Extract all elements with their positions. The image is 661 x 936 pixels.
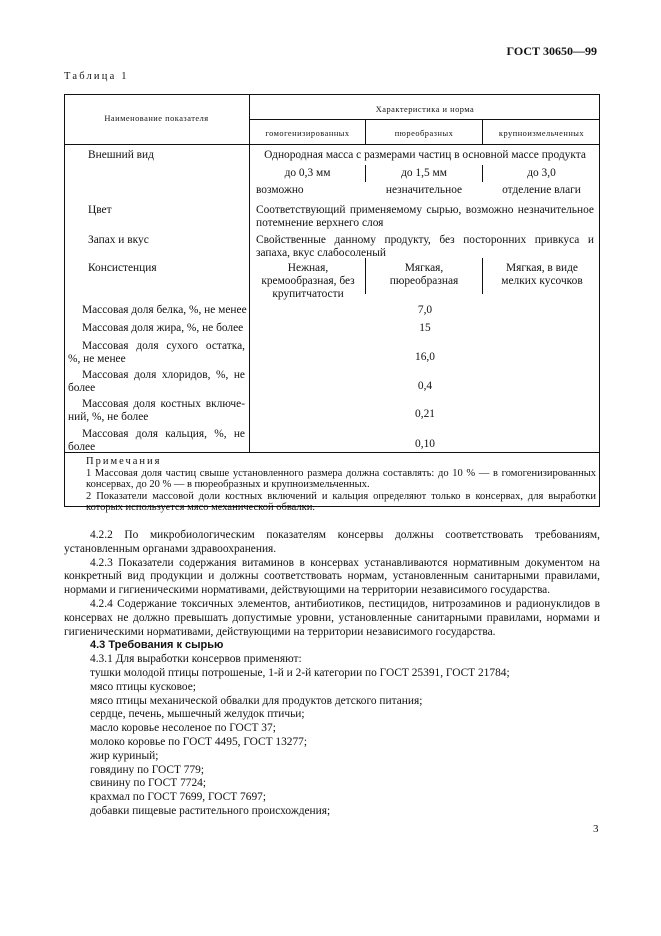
section-heading-4-3: 4.3 Требования к сырью <box>90 639 224 652</box>
list-item: масло коровье несоленое по ГОСТ 37; <box>90 722 276 735</box>
page-number: 3 <box>593 823 599 835</box>
requirements-table <box>64 94 600 513</box>
list-item: свинину по ГОСТ 7724; <box>90 777 207 790</box>
subheader-homogenized: гомогенизированных <box>265 129 350 138</box>
list-item: добавки пищевые растительного происхождения; <box>90 804 331 817</box>
note-2: 2 Показатели массовой доли костных включений и кальция определяют только в консервах, для выработки которых используется мясо механической обвалки. <box>86 490 596 513</box>
subheader-pureed: пюреобразных <box>394 129 454 138</box>
row-label-protein: Массовая доля белка, %, не менее <box>82 304 247 316</box>
row-label-smell: Запах и вкус <box>88 234 149 246</box>
protein-value: 7,0 <box>417 304 433 316</box>
list-item: тушки молодой птицы потрошеные, 1-й и 2-й категории по ГОСТ 25391, ГОСТ 21784; <box>90 666 510 679</box>
subheader-coarse: крупноизмельченных <box>498 129 585 138</box>
notes-divider <box>64 452 600 453</box>
paragraph-4-3-1: 4.3.1 Для выработки консервов применяют: <box>90 653 302 666</box>
list-item: жир куриный; <box>90 749 159 762</box>
consistency-homogenized: Нежная, кремообразная, без крупитчатости <box>261 262 355 300</box>
consistency-divider-2 <box>482 258 483 294</box>
paragraph-4-2-2: 4.2.2 По микробиологическим показателям консервы должны соответствовать требованиям, установленным органами здравоохранения. <box>64 529 600 555</box>
document-code: ГОСТ 30650—99 <box>506 44 597 58</box>
appearance-size-pureed: до 1,5 мм <box>401 167 447 179</box>
table-caption: Таблица 1 <box>64 71 129 82</box>
consistency-divider-1 <box>365 258 366 294</box>
table-border-left <box>64 94 65 507</box>
header-indicator: Наименование показателя <box>104 114 209 123</box>
table-notes <box>86 456 596 514</box>
column-divider <box>249 94 250 452</box>
appearance-extra-pureed: незначительное <box>385 184 463 196</box>
appearance-text: Однородная масса с размерами частиц в основной массе продукта <box>264 149 586 161</box>
consistency-pureed: Мягкая, пюреобразная <box>389 262 459 287</box>
row-label-calcium-2: более <box>68 441 96 453</box>
row-label-bone-2: ний, %, не более <box>68 411 149 423</box>
row-label-bone-1: Массовая доля костных включе- <box>82 398 245 410</box>
bone-value: 0,21 <box>415 408 435 420</box>
table-border-top <box>64 94 600 95</box>
fat-value: 15 <box>419 322 431 334</box>
row-label-consistency: Консистенция <box>88 262 157 274</box>
appearance-size-homogenized: до 0,3 мм <box>284 167 331 179</box>
header-bottom-line <box>64 144 600 145</box>
row-label-chloride-2: более <box>68 382 96 394</box>
list-item: сердце, печень, мышечный желудок птичьи; <box>90 708 305 721</box>
note-1: 1 Массовая доля частиц свыше установленного размера должна составлять: до 10 % — в гомогенизированных консервах, до 20 % — в пюреобразных и крупноизмельченных. <box>86 467 596 490</box>
row-label-color: Цвет <box>88 204 112 216</box>
appearance-extra-homogenized: возможно <box>256 184 304 196</box>
document-body <box>64 529 600 819</box>
header-subdivider <box>249 119 600 120</box>
row-label-dry: Массовая доля сухого остатка, %, не менее <box>68 340 245 365</box>
header-characteristic: Характеристика и норма <box>375 105 475 114</box>
paragraph-4-2-4: 4.2.4 Содержание токсичных элементов, антибиотиков, пестицидов, нитрозаминов и радионуклидов в консервах не должно превышать допустимые уровни, установленные санитарными правилами, нормами и гигиеническими нормативами, действующими на территории независимого государства. <box>64 597 600 638</box>
dry-value: 16,0 <box>415 351 435 363</box>
list-item: крахмал по ГОСТ 7699, ГОСТ 7697; <box>90 791 266 804</box>
list-item: молоко коровье по ГОСТ 4495, ГОСТ 13277; <box>90 735 308 748</box>
consistency-coarse: Мягкая, в виде мелких кусочков <box>501 262 583 287</box>
list-item: мясо птицы механической обвалки для продуктов детского питания; <box>90 694 423 707</box>
row-label-calcium-1: Массовая доля кальция, %, не <box>82 428 245 440</box>
row-label-appearance: Внешний вид <box>88 149 154 161</box>
notes-title: Примечания <box>86 456 162 467</box>
paragraph-4-2-3: 4.2.3 Показатели содержания витаминов в консервах устанавливаются нормативным документом на конкретный вид продукции и должны соответствовать нормам, установленным санитарными правилами, нормами и гигиеническими нормативами, действующими на территории независимого государства. <box>64 556 600 597</box>
appearance-size-coarse: до 3,0 <box>527 167 556 179</box>
list-item: говядину по ГОСТ 779; <box>90 763 205 776</box>
row-label-fat: Массовая доля жира, %, не более <box>82 322 244 334</box>
appearance-extra-coarse: отделение влаги <box>502 184 581 196</box>
calcium-value: 0,10 <box>415 438 435 450</box>
list-item: мясо птицы кусковое; <box>90 680 196 693</box>
chloride-value: 0,4 <box>417 380 433 392</box>
color-text: Соответствующий применяемому сырью, возможно незначительное потемнение верхнего слоя <box>256 204 594 229</box>
smell-text: Свойственные данному продукту, без посторонних привкуса и запаха, вкус слабосоленый <box>256 234 594 259</box>
row-label-chloride-1: Массовая доля хлоридов, %, не <box>82 369 245 381</box>
